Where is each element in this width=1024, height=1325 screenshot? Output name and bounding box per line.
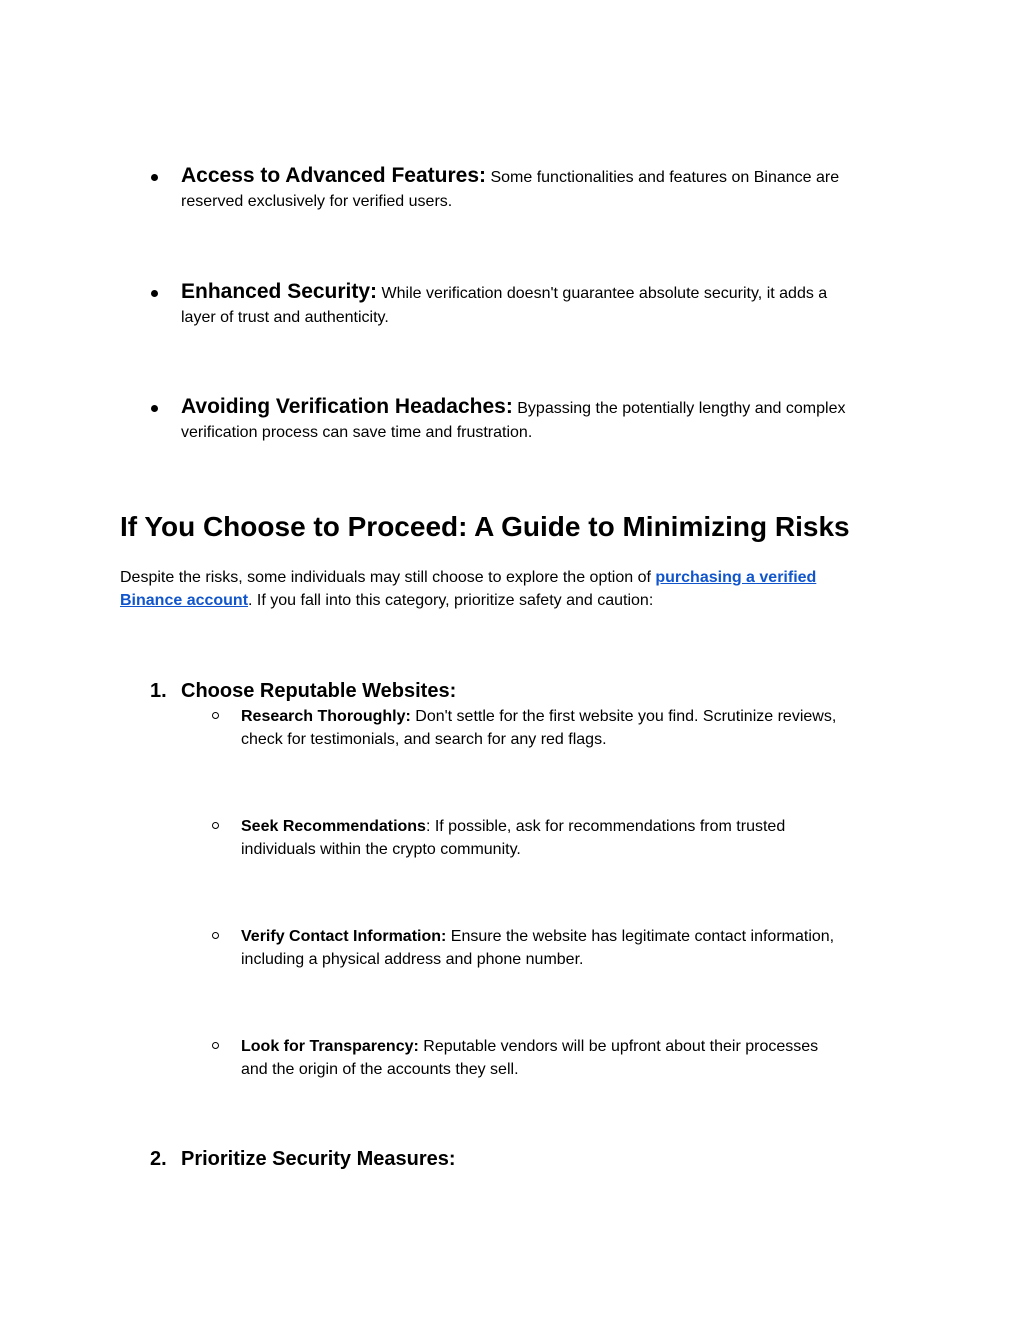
sub-item-term: Verify Contact Information: — [241, 928, 447, 945]
bullet-description: Some functionalities and features on Binance are — [486, 169, 840, 186]
sub-list-item — [241, 925, 921, 971]
bullet-term: Avoiding Verification Headaches: — [181, 395, 513, 418]
sub-item-description: Don't settle for the first website you find. Scrutinize reviews, — [410, 708, 837, 725]
list-item — [181, 164, 901, 214]
sub-item-description: Reputable vendors will be upfront about their processes — [418, 1038, 819, 1055]
bullet-icon — [151, 174, 158, 181]
purchase-account-link[interactable]: purchasing a verified — [655, 569, 817, 586]
numbered-heading-title: Choose Reputable Websites: — [181, 680, 457, 702]
bullet-description-continued: reserved exclusively for verified users. — [181, 193, 453, 210]
bullet-icon — [151, 405, 158, 412]
sub-list-item — [241, 1035, 921, 1081]
numbered-heading-title: Prioritize Security Measures: — [181, 1148, 456, 1170]
numbered-heading — [150, 678, 456, 704]
bullet-term: Enhanced Security: — [181, 280, 378, 303]
numbered-heading — [150, 1146, 456, 1172]
circle-bullet-icon — [212, 1042, 219, 1049]
circle-bullet-icon — [212, 932, 219, 939]
sub-item-description-continued: individuals within the crypto community. — [241, 841, 521, 858]
bullet-description-continued: verification process can save time and frustration. — [181, 424, 533, 441]
sub-item-term: Research Thoroughly: — [241, 708, 411, 725]
sub-list-item — [241, 815, 921, 861]
sub-item-term: Look for Transparency: — [241, 1038, 419, 1055]
sub-list-item — [241, 705, 921, 751]
intro-text-continued: . If you fall into this category, prioritize safety and caution: — [248, 592, 654, 609]
list-number: 2. — [150, 1148, 167, 1170]
sub-item-description-continued: and the origin of the accounts they sell. — [241, 1061, 519, 1078]
list-item — [181, 280, 901, 330]
sub-item-term: Seek Recommendations — [241, 818, 426, 835]
bullet-description-continued: layer of trust and authenticity. — [181, 309, 389, 326]
sub-item-description-continued: including a physical address and phone number. — [241, 951, 584, 968]
sub-item-description-continued: check for testimonials, and search for any red flags. — [241, 731, 607, 748]
purchase-account-link-continued[interactable]: Binance account — [120, 592, 249, 609]
bullet-icon — [151, 290, 158, 297]
sub-item-description: Ensure the website has legitimate contact information, — [446, 928, 835, 945]
list-number: 1. — [150, 680, 167, 702]
intro-paragraph — [120, 566, 910, 612]
section-heading: If You Choose to Proceed: A Guide to Minimizing Risks — [120, 511, 850, 542]
intro-text: Despite the risks, some individuals may still choose to explore the option of — [120, 569, 656, 586]
sub-item-description: : If possible, ask for recommendations from trusted — [425, 818, 786, 835]
list-item — [181, 395, 901, 445]
bullet-term: Access to Advanced Features: — [181, 164, 487, 187]
bullet-description: While verification doesn't guarantee absolute security, it adds a — [377, 285, 828, 302]
bullet-description: Bypassing the potentially lengthy and complex — [512, 400, 846, 417]
circle-bullet-icon — [212, 712, 219, 719]
circle-bullet-icon — [212, 822, 219, 829]
